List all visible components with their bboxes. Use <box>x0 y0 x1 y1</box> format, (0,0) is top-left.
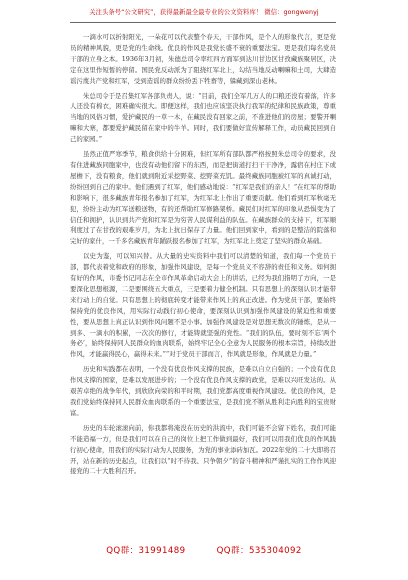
qq-group-1: QQ群：31991489 <box>106 546 186 556</box>
qq-group-2: QQ群：535304092 <box>216 546 302 556</box>
paragraph: 历史和实践都在表明，一个没有优良作风支撑的民族，是难以自立自强的；一个没有优良作风支撑的国家，是难以发展进步的；一个没有优良作风支撑的政党，是难以兴旺发达的。从艰苦卓绝的战争年代，到欣欣向荣的和平时期，我们党都高度重视作风建设。优良的作风，是我们党始终保持同人民群众血肉联系的一个重要法宝，是我们党不断从胜利走向胜利的宝贵财富。 <box>70 365 336 417</box>
paragraph: 历史的车轮滚滚向前，你我都将淹没在历史的洪流中，我们可能不会留下姓名，我们可能不能造福一方，但是我们可以在自己的岗位上把工作做到最好，我们可以用我们优良的作风践行初心使命，用我们的实际行动为人民服务，为党的事业添砖加瓦。2022年党的二十大即将召开，站在新的历史起点，让我们以“时不待我、只争朝夕”的奋斗精神和严谨扎实的工作作风迎接党的二十大胜利召开。 <box>70 423 336 476</box>
paragraph: 一滴水可以折射阳光，一朵花可以代表整个春天，干部作风，是个人的形象代言，更是党员的精神风貌，更是党的生命线。优良的作风是我党长盛不衰的重要法宝。更是我们每名党员干部的立身之本。1936年3月初，朱德总司令率红四方面军到达川甘边区甘孜藏族聚居区，决定在这里作短暂的停留。国民党反动派为了阻挠红军北上，勾结当地反动喇嘛和土司，大肆造谣污蔑共产党和红军，受到造谣的群众纷纷丢下牲畜等，躲藏到深山老林。 <box>70 33 336 85</box>
article-body <box>70 32 336 481</box>
paragraph: 以史为鉴，可以知兴替。从大量的史实资料中我们可以清楚的知道，我们每一个党员干部，都代表着党和政府的形象，加强作风建设，是每一个党员义不容辞的责任和义务。如何拥有好的作风，市委书记同志在全市作风革命启动大会上的讲话，已经为我们指明了方向，一是要深化思想根源，二是要围绕五大重点，三是要着力健全机制。只有思想上的深刻认识才能带来行动上的自觉。只有思想上的彻底转变才能带来作风上的真正改进。作为党员干部，要始终保持党的优良作风，用实际行动践行初心使命，要深刻认识到加强作风建设的紧迫性和重要性，要从思想上真正认识到作风问题不是小事。加强作风建设是对思想无数次的锤炼，是从一到多、一滴水的积累，一次次的修行，才能铸就坚强的党性。“我们的队伍，要时刻不忘‘两个务必’，始终保持同人民群众的血肉联系，始终牢记全心全意为人民服务的根本宗旨，持续改进作风，才能赢得民心，赢得未来。”“对于党员干部而言，作风就是形象，作风就是力量。” <box>70 252 336 359</box>
header-banner: 关注头条号“公文研究”，获得最新最全最专业的公文资料库！ 微信：gongwenyj <box>89 9 319 16</box>
footer-contacts <box>0 544 408 556</box>
paragraph: 虽然正值严寒季节，粮食供给十分困难，但红军所有部队都严格按照朱总司令的要求，没有住进藏族同胞家中，也没有动他们留下的东西，而是把街道打扫干干净净，露宿在村庄下或屋檐下，没有粮食，他们就到附近采挖野菜、挖野菜充饥。最终藏族同胞被红军的真诚打动，纷纷回到自己的家中。他们遇到了红军，他们感动地说：“红军是我们的亲人！”在红军的帮助和影响下，很多藏族青年报名参加了红军，为红军北上作出了重要贡献。他们看到红军秋毫无犯，纷纷主动为红军送粮送物，有的还帮助红军修路架桥。藏民们对红军的印象从恐惧变为了信任和拥护，认识到共产党和红军是为穷苦人民谋利益的队伍。在藏族群众的支持下，红军顺利度过了在甘孜的艰难岁月，为北上抗日保存了力量。他们回到家中，看到的是整洁的院落和完好的家什，一千多名藏族青年踊跃报名参加了红军，为红军北上奠定了坚实的群众基础。 <box>70 150 336 246</box>
paragraph: 朱总司令于是召集红军各部负责人，说：“目前，我们全军几万人的口粮还没有着落，许多人还没有棉衣，困难确实很大。即便这样，我们也应该坚决执行我军的纪律和民族政策，尊重当地的风俗习惯，爱护藏民的一草一木，在藏民没有回家之前，不准进他们的房屋；要警开喇嘛和大寨，都要爱护藏民留在家中的牛羊。同时，我们要做好宣传解释工作，动员藏民回到自己的家园。” <box>70 91 336 144</box>
header-rule <box>70 22 336 23</box>
